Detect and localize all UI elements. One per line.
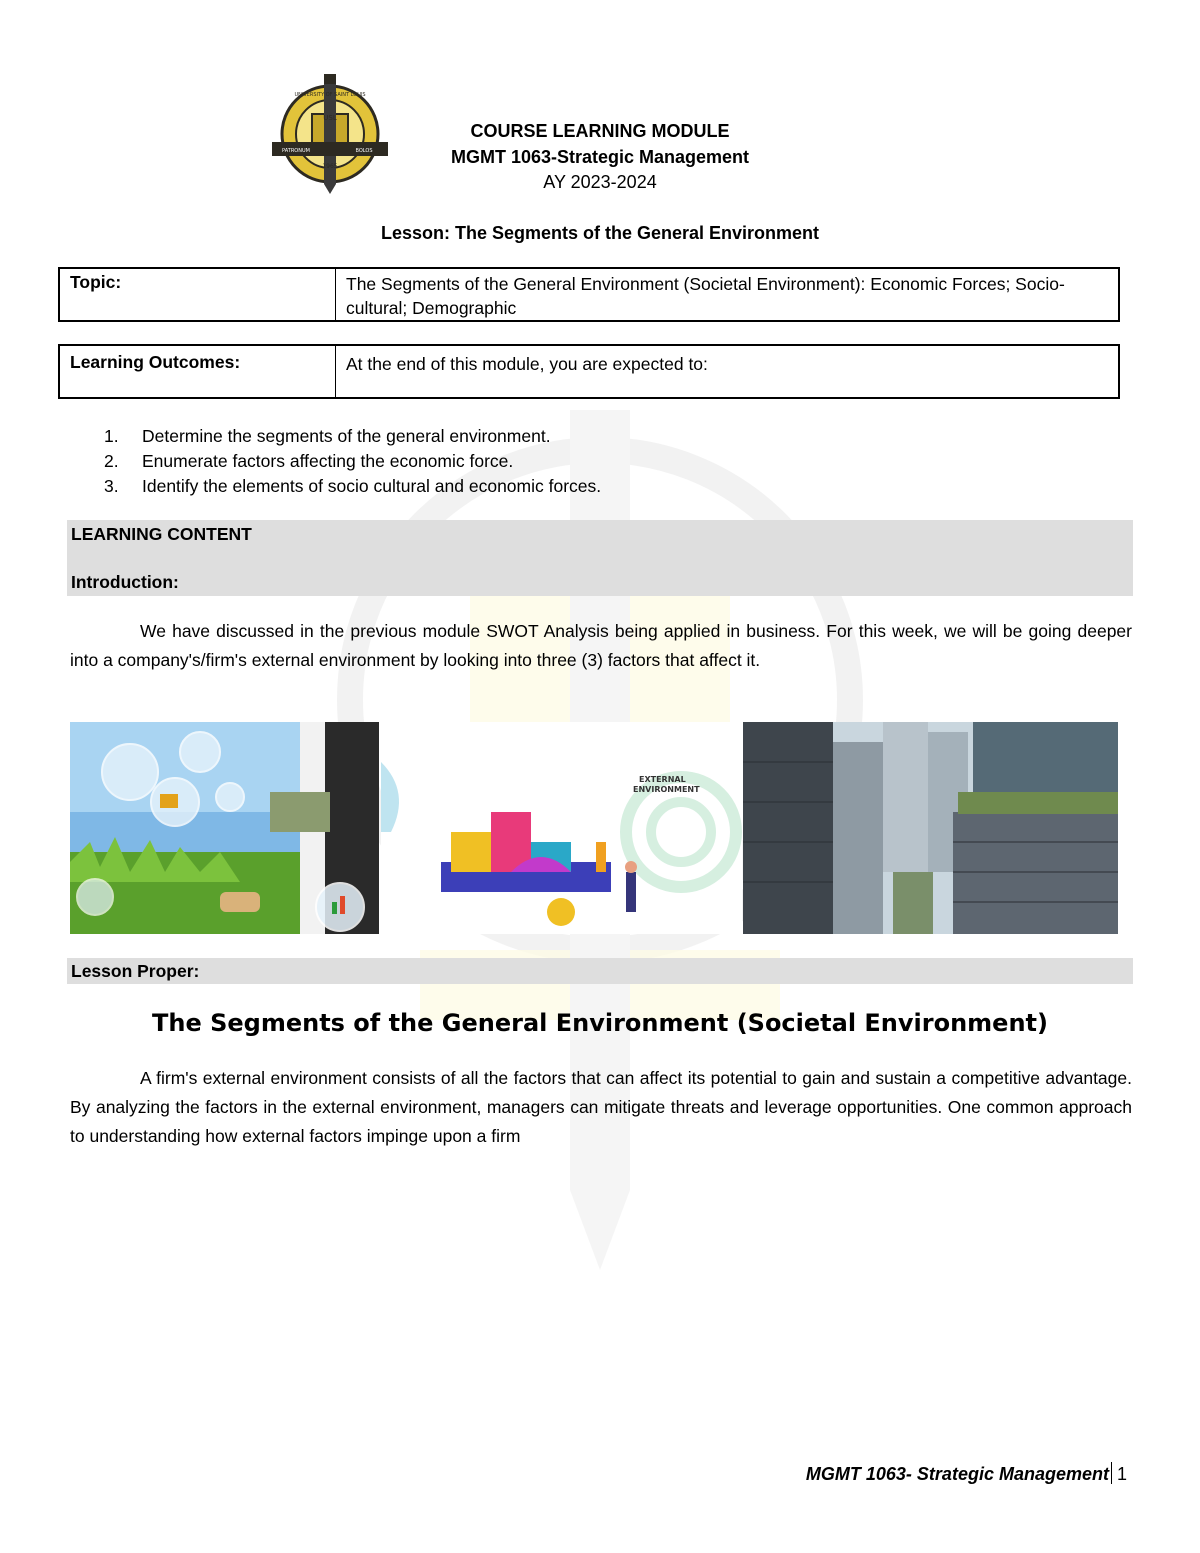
list-text: Determine the segments of the general environment. [142, 426, 551, 446]
learning-content-heading: LEARNING CONTENT [71, 524, 252, 544]
course-title: MGMT 1063-Strategic Management [450, 147, 750, 167]
introduction-text: We have discussed in the previous module SWOT Analysis being applied in business. For this week, we will be going deeper into a company's/firm's external environment by looking into three (3) factors that affect it. [70, 621, 1132, 670]
lesson-paragraph [70, 1064, 1132, 1151]
external-environment-image [381, 722, 742, 934]
footer-course: MGMT 1063- Strategic Management [805, 1464, 1109, 1484]
list-item [104, 449, 601, 474]
list-text: Identify the elements of socio cultural and economic forces. [142, 476, 602, 496]
topic-label: Topic: [60, 269, 336, 320]
academic-year: AY 2023-2024 [543, 172, 657, 192]
list-number: 1. [104, 426, 119, 446]
section-title: The Segments of the General Environment (Societal Environment) [151, 1009, 1048, 1037]
logo-arc-text: UNIVERSITY OF SAINT LOUIS [294, 92, 366, 98]
list-text: Enumerate factors affecting the economic force. [142, 451, 514, 471]
lesson-title: Lesson: The Segments of the General Environment [380, 223, 820, 243]
img2-caption-2: ENVIRONMENT [633, 785, 700, 794]
module-title: COURSE LEARNING MODULE [470, 121, 730, 141]
introduction-paragraph [70, 617, 1132, 675]
list-number: 2. [104, 451, 119, 471]
logo-year: 1965 [322, 163, 338, 170]
list-item [104, 424, 601, 449]
topic-table [58, 267, 1120, 322]
topic-value: The Segments of the General Environment (Societal Environment): Economic Forces; Socio-cultural; Demographic [346, 274, 1065, 318]
lesson-proper-heading: Lesson Proper: [71, 961, 200, 981]
logo-motto-right: BOLOS [355, 148, 373, 154]
economy-image [70, 722, 379, 934]
learning-outcomes-value: At the end of this module, you are expected to: [346, 354, 708, 374]
logo-motto-left: PATRONUM [282, 148, 310, 154]
logo-center-text: USL [323, 114, 337, 122]
list-number: 3. [104, 476, 119, 496]
learning-outcomes-label: Learning Outcomes: [60, 346, 336, 397]
img2-caption-1: EXTERNAL [639, 775, 686, 784]
lesson-proper-shade [67, 958, 1133, 984]
page-footer [806, 1462, 1127, 1485]
list-item [104, 474, 601, 499]
lesson-paragraph-text: A firm's external environment consists of all the factors that can affect its potential to gain and sustain a competitive advantage. By analyzing the factors in the external environment, managers can mitigate threats and leverage opportunities. One common approach to understanding how external factors impinge upon a firm [70, 1068, 1132, 1146]
outcomes-list [104, 424, 601, 499]
page-number: 1 [1116, 1464, 1127, 1484]
learning-outcomes-table [58, 344, 1120, 399]
city-image [743, 722, 1118, 934]
introduction-heading: Introduction: [71, 572, 179, 592]
